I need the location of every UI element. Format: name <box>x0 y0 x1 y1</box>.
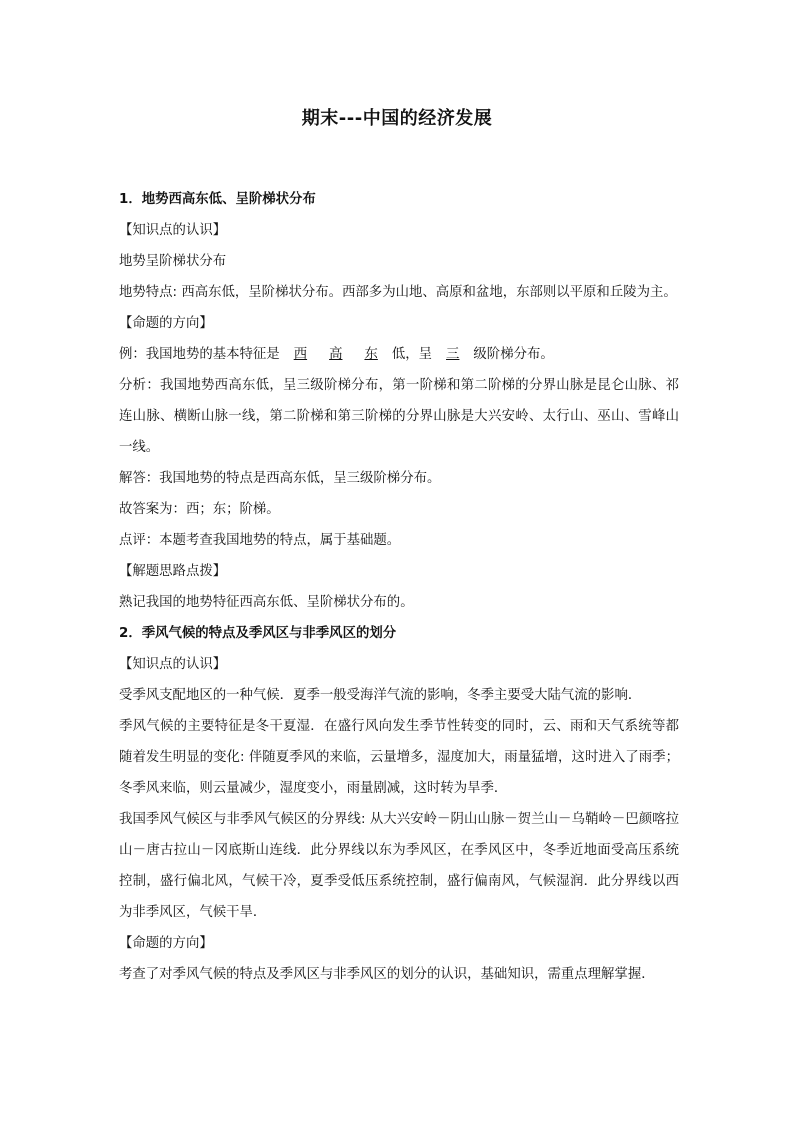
section-1-knowledge-tag: 【知识点的认识】 <box>119 223 227 238</box>
section-2-paragraph-1: 受季风支配地区的一种气候．夏季一般受海洋气流的影响，冬季主要受大陆气流的影响． <box>119 688 642 703</box>
document-body <box>119 184 679 990</box>
section-1-example <box>119 339 679 370</box>
section-1-tips: 熟记我国的地势特征西高东低、呈阶梯状分布的。 <box>119 595 414 610</box>
example-blank-4: 三 <box>446 347 460 362</box>
section-2-direction-tag: 【命题的方向】 <box>119 936 213 951</box>
example-suffix: 级阶梯分布。 <box>473 347 554 362</box>
section-2-paragraph-4: 考查了对季风气候的特点及季风区与非季风区的划分的认识，基础知识，需重点理解掌握． <box>119 967 655 982</box>
section-1-heading: 1．地势西高东低、呈阶梯状分布 <box>119 192 316 207</box>
example-blank-2: 高 <box>329 347 343 362</box>
section-1-paragraph-2: 地势特点: 西高东低，呈阶梯状分布。西部多为山地、高原和盆地，东部则以平原和丘陵为主。 <box>119 285 677 300</box>
example-middle: 低，呈 <box>391 347 433 362</box>
section-1-paragraph-1: 地势呈阶梯状分布 <box>119 254 227 269</box>
section-1-tips-tag: 【解题思路点拨】 <box>119 564 227 579</box>
section-2-heading: 2．季风气候的特点及季风区与非季风区的划分 <box>119 626 397 641</box>
example-blank-1: 西 <box>293 347 308 362</box>
section-1-comment: 点评：本题考查我国地势的特点，属于基础题。 <box>119 533 401 548</box>
section-2-knowledge-tag: 【知识点的认识】 <box>119 657 227 672</box>
section-2-paragraph-2: 季风气候的主要特征是冬干夏湿．在盛行风向发生季节性转变的同时，云、雨和天气系统等都随着发生明显的变化: 伴随夏季风的来临，云量增多，湿度加大，雨量猛增，这时进入了雨季；冬季风来临，则云量减少，湿度变小，雨量剧减，这时转为旱季． <box>119 719 679 796</box>
section-1-answer: 解答：我国地势的特点是西高东低，呈三级阶梯分布。 <box>119 471 441 486</box>
section-2-paragraph-3: 我国季风气候区与非季风气候区的分界线: 从大兴安岭－阴山山脉－贺兰山－乌鞘岭－巴颜喀拉山－唐古拉山－冈底斯山连线．此分界线以东为季风区，在季风区中，冬季近地面受高压系统控制，盛行偏北风，气候干冷，夏季受低压系统控制，盛行偏南风，气候湿润．此分界线以西为非季风区，气候干旱． <box>119 812 679 920</box>
example-blank-3: 东 <box>364 347 378 362</box>
example-prefix: 例：我国地势的基本特征是 <box>119 347 280 362</box>
section-1-analysis: 分析：我国地势西高东低，呈三级阶梯分布，第一阶梯和第二阶梯的分界山脉是昆仑山脉、祁连山脉、横断山脉一线，第二阶梯和第三阶梯的分界山脉是大兴安岭、太行山、巫山、雪峰山一线。 <box>119 378 679 455</box>
section-1-direction-tag: 【命题的方向】 <box>119 316 213 331</box>
section-1-answer-final: 故答案为：西；东；阶梯。 <box>119 502 280 517</box>
page-title: 期末---中国的经济发展 <box>301 108 493 129</box>
